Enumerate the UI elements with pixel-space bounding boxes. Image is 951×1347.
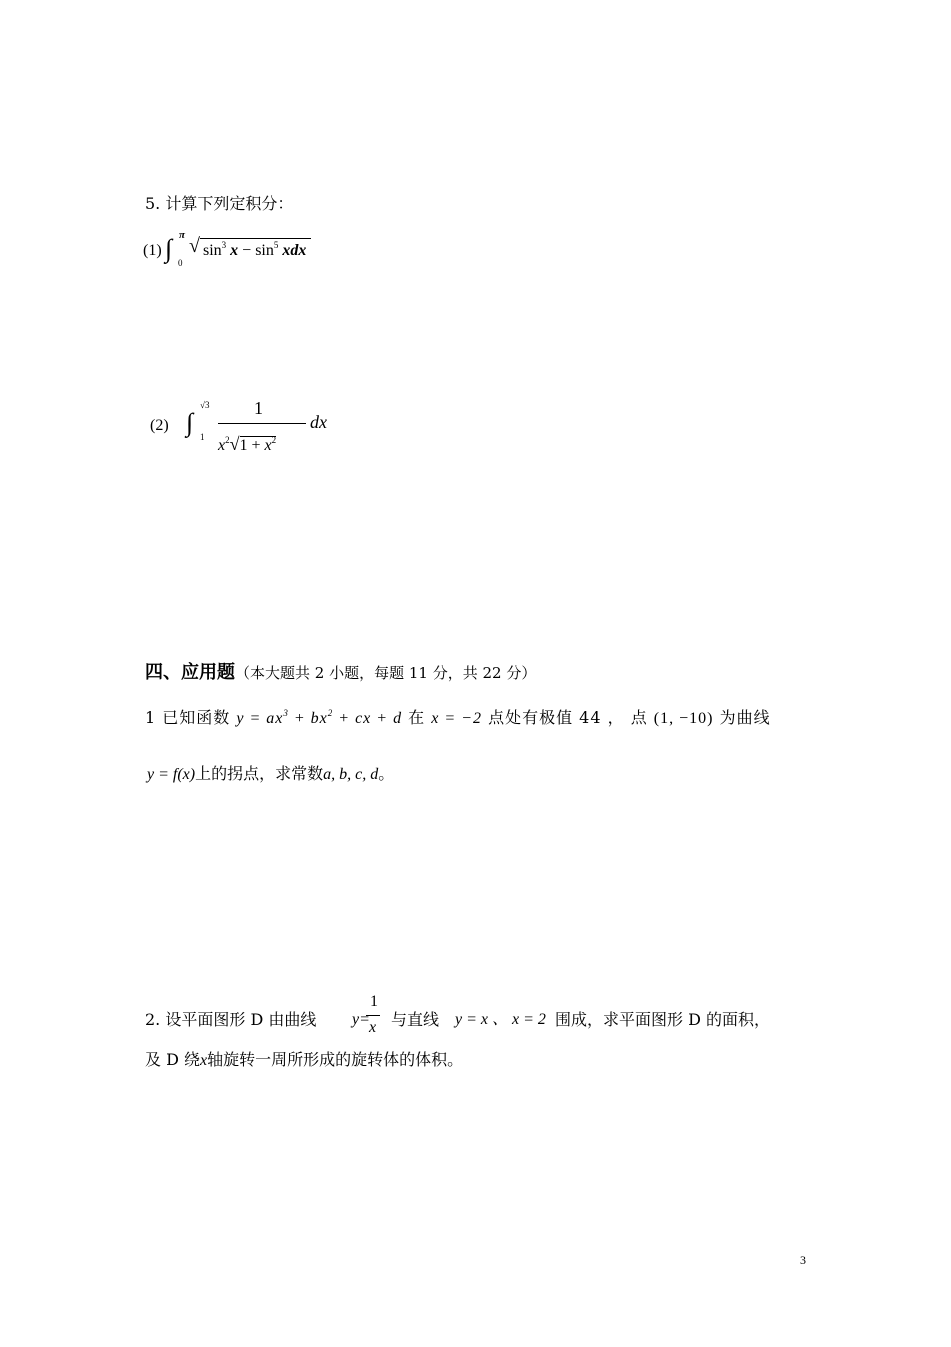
app2-axis: x — [200, 1052, 208, 1069]
q5-part2-denominator: $x^2√1 + x^2$ — [218, 434, 277, 454]
app1-condition: x = −2 — [431, 710, 482, 727]
q5-part2-numerator: 1 — [254, 398, 263, 418]
q5-part1-label: (1) — [143, 242, 162, 259]
sqrt-bar — [200, 238, 311, 239]
app2-area-text: 围成，求平面图形 D 的面积， — [555, 1010, 771, 1029]
page-number: 3 — [800, 1253, 806, 1267]
app1-at: 在 — [408, 708, 426, 727]
q5-part1-integrand: $\sin^3 x - \sin^5$ xdx — [203, 240, 307, 259]
q5-part1-upper: π — [179, 229, 186, 241]
integral-sign-icon: ∫ — [186, 408, 194, 437]
app1-line1 — [145, 708, 771, 729]
app2-rotate-pre: 及 D 绕 — [145, 1050, 201, 1069]
app2-with-lines: 与直线 — [391, 1010, 440, 1029]
q5-part1-lower: 0 — [178, 258, 183, 268]
section4-title: 四、应用题 — [145, 662, 235, 683]
app1-line2 — [147, 764, 394, 785]
app2-volume-text: 轴旋转一周所形成的旋转体的体积。 — [207, 1050, 464, 1069]
q5-title: 5. 计算下列定积分： — [145, 194, 294, 213]
app1-curve: 为曲线 — [719, 708, 771, 727]
app1-inflection-text: 上的拐点，求常数 — [195, 764, 324, 783]
integral-sign-icon: ∫ — [165, 234, 173, 263]
app2-y-eq: y= — [352, 1011, 370, 1028]
fraction-bar — [218, 423, 306, 424]
section4-subtitle: （本大题共 2 小题，每题 11 分，共 22 分） — [235, 664, 537, 682]
app1-point: (1, −10) — [653, 710, 714, 727]
app2-line1 — [145, 993, 825, 1050]
app1-function: $y = ax^3 + bx^2$ + cx + d — [236, 708, 403, 727]
q5-part2-label: (2) — [150, 417, 169, 434]
q5-part2 — [150, 396, 390, 466]
app2-lines: y = x 、 x = 2 — [455, 1011, 546, 1028]
app2-frac-num: 1 — [370, 993, 378, 1010]
q5-part2-lower: 1 — [200, 432, 205, 442]
sqrt-sign-icon: √ — [189, 235, 200, 257]
section4-heading — [145, 658, 536, 684]
app2-intro: 2. 设平面图形 D 由曲线 — [145, 1010, 317, 1029]
app1-intro: 1 已知函数 — [145, 708, 231, 727]
app1-curve-expr: y = f(x) — [147, 766, 196, 783]
app2-frac-den: x — [369, 1019, 377, 1036]
app1-constants: a, b, c, d — [323, 766, 379, 783]
app2-line2 — [145, 1050, 463, 1071]
q5-part2-upper: √3 — [200, 400, 210, 410]
q5-part1 — [143, 229, 443, 272]
app1-period: 。 — [378, 764, 395, 783]
fraction-bar — [366, 1015, 380, 1016]
q5-part2-dx: dx — [310, 412, 327, 432]
app1-extremum: 点处有极值 44 ， 点 — [488, 708, 648, 727]
